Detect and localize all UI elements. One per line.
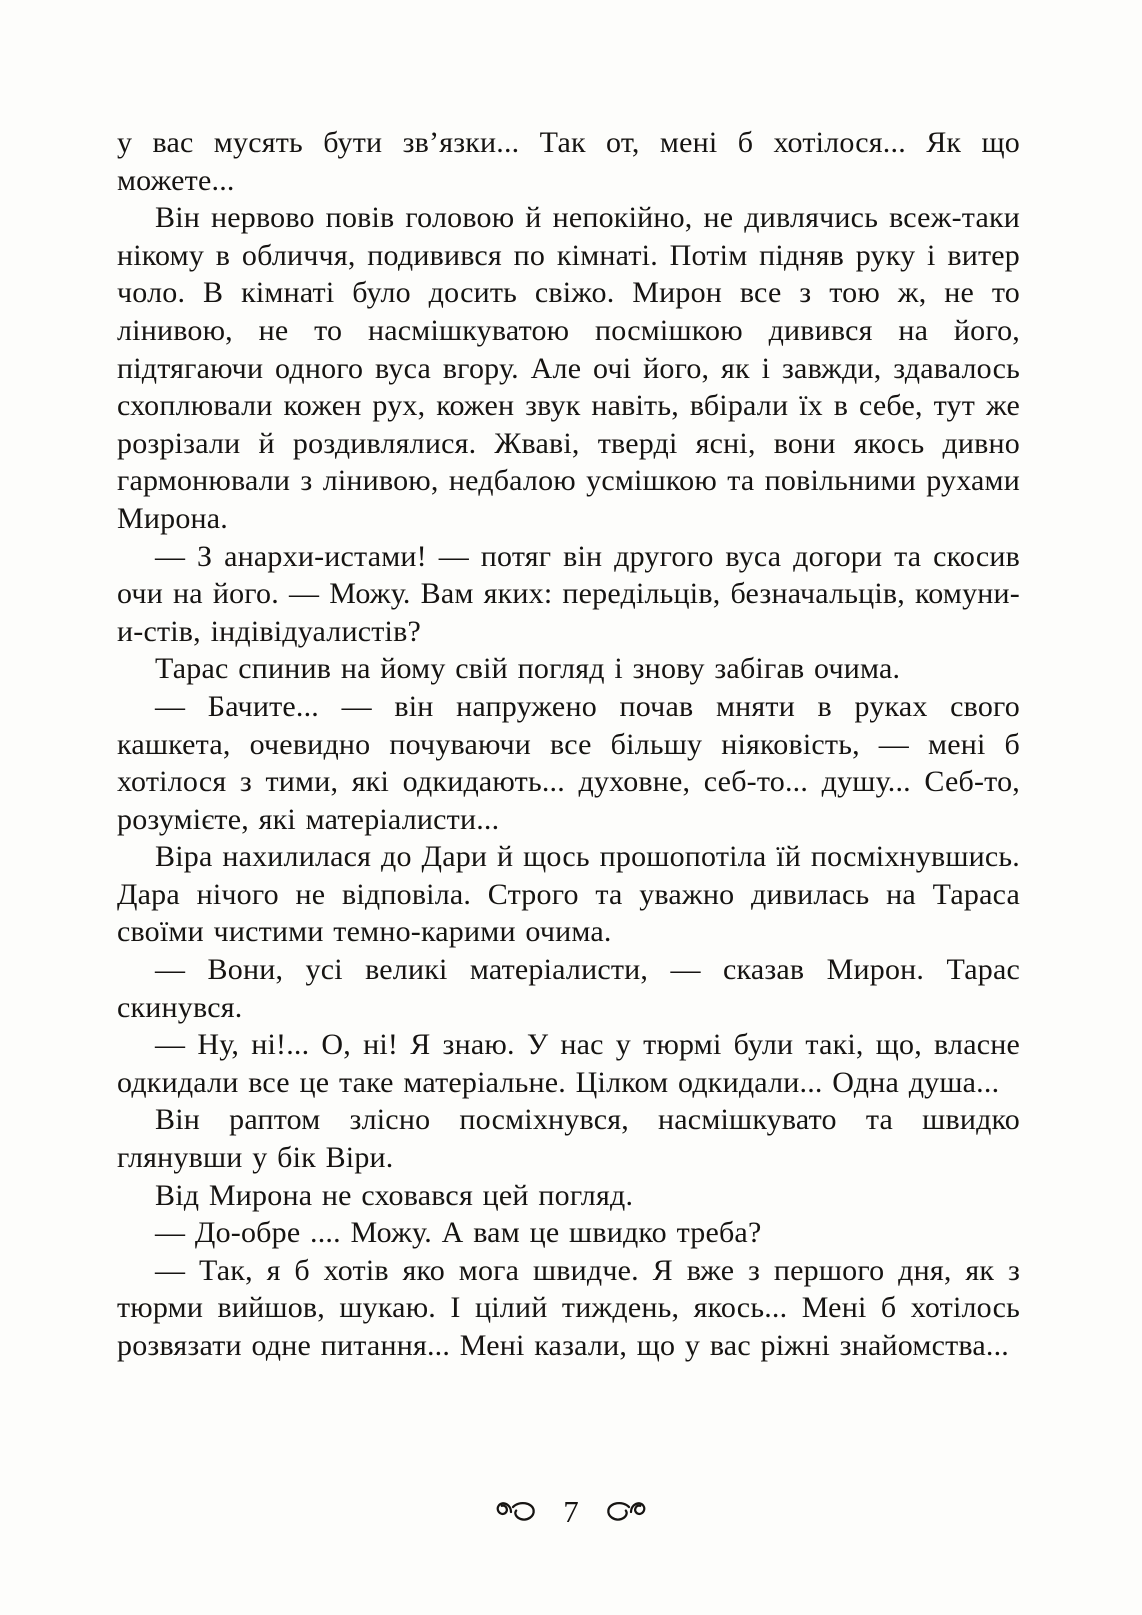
- paragraph: Він раптом злісно посміхнувся, насмішкувато та швидко глянувши у бік Віри.: [117, 1103, 1020, 1175]
- page-text: [117, 124, 1020, 1365]
- left-fleuron-icon: [495, 1499, 537, 1524]
- page-number: 7: [563, 1494, 579, 1529]
- paragraph: Віра нахилилася до Дари й щось прошопотіла їй посміхнувшись. Дара нічого не відповіла. Строго та уважно дивилась на Тараса своїми чистими темно-карими очима.: [117, 840, 1020, 949]
- paragraph: — З анархи-истами! — потяг він другого вуса догори та скосив очи на його. — Можу. Вам яких: передільців, безначальців, комуни-и-стів, індівідуалистів?: [117, 539, 1020, 648]
- paragraph: Тарас спинив на йому свій погляд і знову забігав очима.: [155, 652, 901, 686]
- paragraph: — Бачите... — він напружено почав мняти в руках свого кашкета, очевидно почуваючи все більшу ніяковість, — мені б хотілося з тими, які одкидають... духовне, себ-то... душу... Себ-то, розумієте, які матеріалисти...: [117, 689, 1020, 836]
- paragraph: — Вони, усі великі матеріалисти, — сказав Мирон. Тарас скинувся.: [117, 953, 1020, 1024]
- paragraph: — Так, я б хотів яко мога швидче. Я вже з першого дня, як з тюрми вийшов, шукаю. І цілий тиждень, якось... Мені б хотілось розвязати одне питання... Мені казали, що у вас ріжні знайомства...: [117, 1253, 1020, 1362]
- paragraph: Від Мирона не сховався цей погляд.: [155, 1178, 634, 1212]
- paragraph: — До-обре .... Можу. А вам це швидко треба?: [155, 1216, 762, 1250]
- paragraph: у вас мусять бути зв’язки... Так от, мені б хотілося... Як що можете...: [117, 126, 1020, 197]
- paragraph: Він нервово повів головою й непокійно, не дивлячись всеж-таки нікому в обличчя, подивився по кімнаті. Потім підняв руку і витер чоло. В кімнаті було досить свіжо. Мирон все з тою ж, не то лінивою, не то насмішкуватою посмішкою дивився на його, підтягаючи одного вуса вгору. Але очі його, як і завжди, здавалось схоплювали кожен рух, кожен звук навіть, вбірали їх в себе, тут же розрізали й роздивлялися. Жваві, тверді ясні, вони якось дивно гармонювали з лінивою, недбалою усмішкою та повільними рухами Мирона.: [117, 201, 1020, 535]
- paragraph: — Ну, ні!... О, ні! Я знаю. У нас у тюрмі були такі, що, власне одкидали все це таке матеріальне. Цілком одкидали... Одна душа...: [117, 1028, 1020, 1099]
- right-fleuron-icon: [605, 1499, 647, 1524]
- page-footer: [0, 1496, 1142, 1527]
